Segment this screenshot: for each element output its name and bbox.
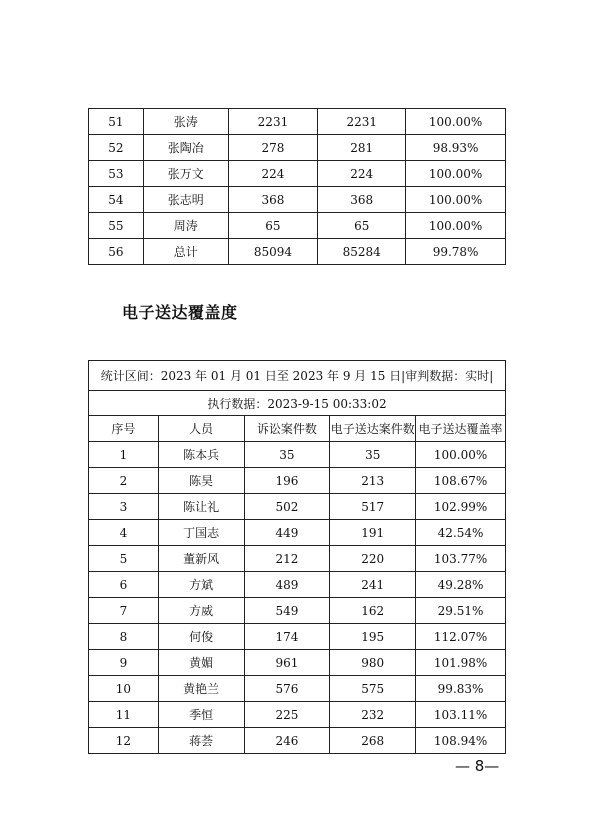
personnel-stats-table-continued xyxy=(88,108,506,265)
table-cell: 张志明 xyxy=(143,187,228,213)
table-cell: 11 xyxy=(89,702,159,728)
table-cell: 张涛 xyxy=(143,109,228,135)
table-info-row xyxy=(89,361,506,391)
table-row xyxy=(89,624,506,650)
table-cell: 陈让礼 xyxy=(158,494,244,520)
table-cell: 103.11% xyxy=(416,702,506,728)
statistics-period-text: 统计区间：2023 年 01 月 01 日至 2023 年 9 月 15 日|审判数据：实时| xyxy=(89,361,506,391)
table-cell: 100.00% xyxy=(416,442,506,468)
table-row xyxy=(89,702,506,728)
table-cell: 65 xyxy=(228,213,318,239)
table-cell: 549 xyxy=(244,598,330,624)
table-cell: 42.54% xyxy=(416,520,506,546)
table-cell: 56 xyxy=(89,239,144,265)
table-cell: 241 xyxy=(330,572,416,598)
table-row xyxy=(89,494,506,520)
table-cell: 100.00% xyxy=(406,109,506,135)
table-cell: 2231 xyxy=(228,109,318,135)
table-cell: 98.93% xyxy=(406,135,506,161)
table-cell: 总计 xyxy=(143,239,228,265)
table-cell: 54 xyxy=(89,187,144,213)
table-row xyxy=(89,546,506,572)
electronic-service-coverage-table xyxy=(88,360,506,754)
table-cell: 225 xyxy=(244,702,330,728)
table-cell: 1 xyxy=(89,442,159,468)
table-cell: 85094 xyxy=(228,239,318,265)
table-cell: 7 xyxy=(89,598,159,624)
table-cell: 陈本兵 xyxy=(158,442,244,468)
table-cell: 213 xyxy=(330,468,416,494)
table-cell: 575 xyxy=(330,676,416,702)
table-info-row xyxy=(89,391,506,416)
header-litigation-cases: 诉讼案件数 xyxy=(244,416,330,442)
execution-data-text: 执行数据：2023-9-15 00:33:02 xyxy=(89,391,506,416)
table-cell: 51 xyxy=(89,109,144,135)
table-cell: 65 xyxy=(318,213,406,239)
table-header-row xyxy=(89,416,506,442)
table-cell: 100.00% xyxy=(406,187,506,213)
table-cell: 黄艳兰 xyxy=(158,676,244,702)
table-cell: 278 xyxy=(228,135,318,161)
table-cell: 232 xyxy=(330,702,416,728)
table-row xyxy=(89,676,506,702)
table-cell: 246 xyxy=(244,728,330,754)
section-title: 电子送达覆盖度 xyxy=(122,303,238,322)
table-cell: 102.99% xyxy=(416,494,506,520)
table-cell: 4 xyxy=(89,520,159,546)
table-row xyxy=(89,187,506,213)
table-cell: 281 xyxy=(318,135,406,161)
table-cell: 周涛 xyxy=(143,213,228,239)
table-cell: 方威 xyxy=(158,598,244,624)
table-row xyxy=(89,468,506,494)
table-cell: 张万文 xyxy=(143,161,228,187)
table-cell: 52 xyxy=(89,135,144,161)
table-cell: 108.94% xyxy=(416,728,506,754)
table-row xyxy=(89,650,506,676)
table-cell: 方斌 xyxy=(158,572,244,598)
table-cell: 35 xyxy=(244,442,330,468)
table-row xyxy=(89,109,506,135)
table-row xyxy=(89,572,506,598)
table-cell: 35 xyxy=(330,442,416,468)
table-row xyxy=(89,520,506,546)
table-cell: 220 xyxy=(330,546,416,572)
table-cell: 368 xyxy=(228,187,318,213)
table-cell: 2231 xyxy=(318,109,406,135)
table-cell: 3 xyxy=(89,494,159,520)
table-cell: 季恒 xyxy=(158,702,244,728)
table-cell: 9 xyxy=(89,650,159,676)
table-cell: 449 xyxy=(244,520,330,546)
table-cell: 12 xyxy=(89,728,159,754)
table-cell: 196 xyxy=(244,468,330,494)
table-row xyxy=(89,442,506,468)
table-cell: 368 xyxy=(318,187,406,213)
table-cell: 268 xyxy=(330,728,416,754)
table-cell: 陈昊 xyxy=(158,468,244,494)
table-cell: 55 xyxy=(89,213,144,239)
table-cell: 2 xyxy=(89,468,159,494)
table-cell: 195 xyxy=(330,624,416,650)
header-person: 人员 xyxy=(158,416,244,442)
table-cell: 蒋荟 xyxy=(158,728,244,754)
table-cell: 99.83% xyxy=(416,676,506,702)
table-cell: 董新风 xyxy=(158,546,244,572)
table-cell: 961 xyxy=(244,650,330,676)
table-cell: 黄媚 xyxy=(158,650,244,676)
table-cell: 5 xyxy=(89,546,159,572)
table-cell: 53 xyxy=(89,161,144,187)
table-cell: 191 xyxy=(330,520,416,546)
header-e-service-cases: 电子送达案件数 xyxy=(330,416,416,442)
table-cell: 502 xyxy=(244,494,330,520)
table-row xyxy=(89,728,506,754)
table-cell: 576 xyxy=(244,676,330,702)
table-cell: 85284 xyxy=(318,239,406,265)
header-index: 序号 xyxy=(89,416,159,442)
table-cell: 224 xyxy=(228,161,318,187)
table-row xyxy=(89,598,506,624)
table-cell: 何俊 xyxy=(158,624,244,650)
table-row xyxy=(89,239,506,265)
table-cell: 49.28% xyxy=(416,572,506,598)
table-cell: 丁国志 xyxy=(158,520,244,546)
table-cell: 489 xyxy=(244,572,330,598)
table-cell: 99.78% xyxy=(406,239,506,265)
table-cell: 29.51% xyxy=(416,598,506,624)
table-cell: 980 xyxy=(330,650,416,676)
table-cell: 108.67% xyxy=(416,468,506,494)
table-cell: 212 xyxy=(244,546,330,572)
table-cell: 8 xyxy=(89,624,159,650)
table-cell: 112.07% xyxy=(416,624,506,650)
header-e-service-rate: 电子送达覆盖率 xyxy=(416,416,506,442)
table-cell: 224 xyxy=(318,161,406,187)
table-cell: 100.00% xyxy=(406,213,506,239)
table-cell: 174 xyxy=(244,624,330,650)
table-cell: 162 xyxy=(330,598,416,624)
table-cell: 10 xyxy=(89,676,159,702)
page-number: — 8— xyxy=(455,757,500,775)
table-cell: 6 xyxy=(89,572,159,598)
table-cell: 101.98% xyxy=(416,650,506,676)
table-cell: 100.00% xyxy=(406,161,506,187)
table-row xyxy=(89,135,506,161)
table-cell: 张陶冶 xyxy=(143,135,228,161)
table-row xyxy=(89,213,506,239)
table-row xyxy=(89,161,506,187)
table-cell: 517 xyxy=(330,494,416,520)
table-cell: 103.77% xyxy=(416,546,506,572)
